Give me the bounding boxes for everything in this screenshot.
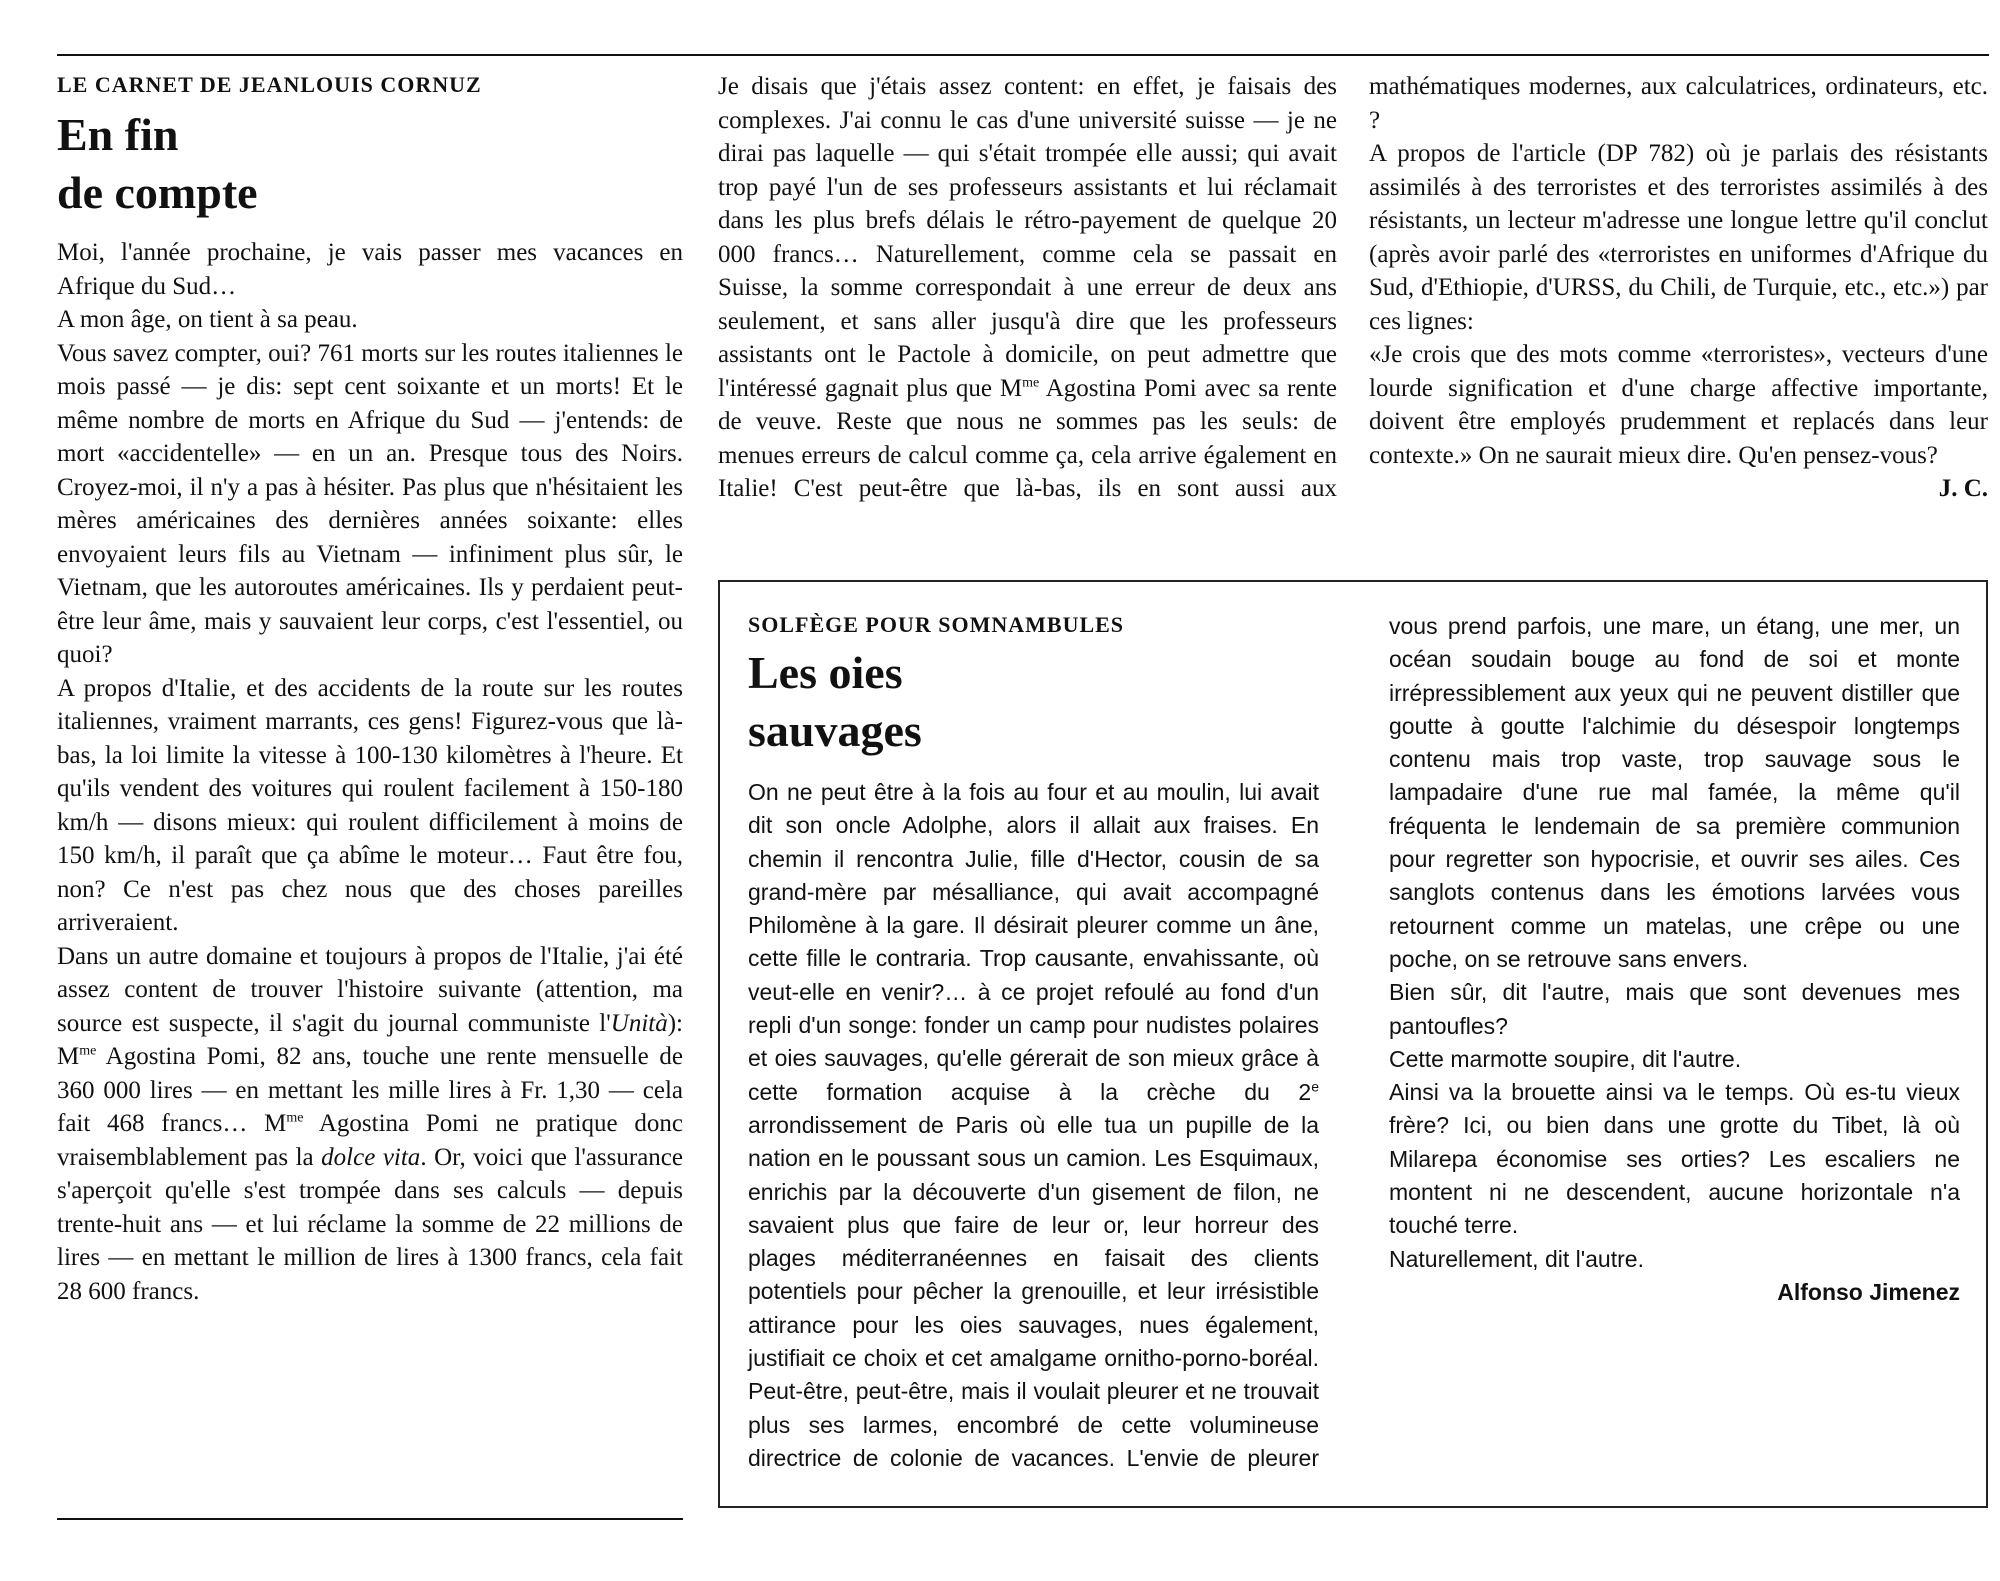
solfege-signature: Alfonso Jimenez — [1777, 1278, 1960, 1305]
carnet-column-1 — [57, 70, 683, 1510]
carnet-paragraph: A propos d'Italie, et des accidents de la route sur les routes italiennes, vraiment marrants, ces gens! Figurez-vous que là-bas, la loi limite la vitesse à 100-130 kilomètres à l'heure. Et qu'ils vendent des voitures qui roulent facilement à 150-180 km/h — disons mieux: qui roulent difficilement à moins de 150 km/h, il paraît que ça abîme le moteur… Faut être fou, non? Ce n'est pas chez nous que des choses pareilles arriveraient. — [57, 674, 683, 936]
solfege-paragraph: Naturellement, dit l'autre. — [1389, 1245, 1644, 1272]
carnet-paragraph: Vous savez compter, oui? 761 morts sur les routes italiennes le mois passé — je dis: sept cent soixante et un morts! Et le même nombre de morts en Afrique du Sud — j'entends: de mort «accidentelle» — en un an. Presque tous des Noirs. Croyez-moi, il n'y a pas à hésiter. Pas plus que n'hésitaient les mères américaines des dernières années soixante: elles envoyaient leurs fils au Vietnam — infiniment plus sûr, le Vietnam, que les autoroutes américaines. Ils y perdaient peut-être leur âme, mais y sauvaient leur corps, c'est l'essentiel, ou quoi? — [57, 339, 683, 668]
superscript: me — [79, 1043, 97, 1059]
carnet-title-line2: de compte — [57, 167, 258, 218]
carnet-signature: J. C. — [1938, 475, 1988, 502]
solfege-title — [748, 644, 1319, 760]
solfege-paragraph: Bien sûr, dit l'autre, mais que sont devenues mes pantoufles? — [1389, 979, 1960, 1039]
superscript: me — [1022, 375, 1040, 391]
carnet-paragraph: Moi, l'année prochaine, je vais passer mes vacances en Afrique du Sud… — [57, 239, 683, 300]
solfege-title-line2: sauvages — [748, 705, 922, 756]
text-run: . Or, voici que l'assurance s'aperçoit qu'elle s'est trompée dans ses calculs — depuis trente-huit ans — et lui réclame la somme de 22 millions de lires — en mettant le million de lires à 1300 francs, cela fait 28 600 francs. — [57, 1143, 683, 1305]
solfege-columns — [748, 610, 1960, 1490]
text-run: ): M — [57, 1009, 683, 1070]
carnet-title-line1: En fin — [57, 109, 179, 160]
text-run: Dans un autre domaine et toujours à propos de l'Italie, j'ai été assez content de trouver l'histoire suivante (attention, ma source est suspecte, il s'agit du journal communiste l' — [57, 942, 683, 1037]
solfege-paragraph: Cette marmotte soupire, dit l'autre. — [1389, 1045, 1742, 1072]
carnet-paragraph: A mon âge, on tient à sa peau. — [57, 306, 358, 333]
carnet-paragraph — [57, 940, 683, 1309]
carnet-paragraph: A propos de l'article (DP 782) où je parlais des résistants assimilés à des terroristes et des terroristes assimilés à des résistants, un lecteur m'adresse une longue lettre qu'il conclut (après avoir parlé des «terroristes en uniformes d'Afrique du Sud, d'Ethiopie, d'URSS, du Chili, de Turquie, etc., etc.») par ces lignes: — [1369, 140, 1988, 335]
italic-run: dolce vita — [321, 1143, 421, 1171]
top-rule — [57, 54, 1989, 56]
text-run: Agostina Pomi avec sa rente de veuve. Reste que nous ne sommes pas les seuls: de menues erreurs de calcul comme ça, cela arrive également en Italie! C'est peut-être que là-bas, ils en sont aussi aux mathématiques modernes, aux calculatrices, ordinateurs, etc. ? — [718, 73, 1988, 502]
carnet-column-2-3 — [718, 70, 1988, 540]
solfege-paragraph: Ainsi va la brouette ainsi va le temps. Où es-tu vieux frère? Ici, ou bien dans une grotte du Tibet, là où Milarepa économise ses orties? Les escaliers ne montent ni ne descendent, aucune horizontale n'a touché terre. — [1389, 1079, 1960, 1239]
solfege-title-line1: Les oies — [748, 647, 903, 698]
text-run: arrondissement de Paris où elle tua un pupille de la nation en le poussant sous un camion. Les Esquimaux, enrichis par la découverte d'un gisement de filon, ne savaient plus que faire de leur or, leur horreur des plages méditerranéennes en faisait des clients potentiels pour pêcher la grenouille, et leur irrésistible attirance pour les oies sauvages, nues également, justifiait ce choix et cet amalgame ornitho-porno-boréal. Peut-être, peut-être, mais il voulait pleurer et ne trouvait plus ses larmes, encombré de cette volumineuse directrice de colonie de vacances. L'envie de pleurer vous prend parfois, une mare, un étang, une mer, un océan soudain bouge au fond de soi et monte irrépressiblement aux yeux qui ne peuvent distiller que goutte à goutte l'alchimie du désespoir longtemps contenu mais trop vaste, trop sauvage sous le lampadaire d'une rue mal famée, la même qu'il fréquenta le lendemain de sa première communion pour regretter son hypocrisie, et ouvrir ses ailes. Ces sanglots contenus dans les émotions larvées vous retournent comme un matelas, une crêpe ou une poche, on se retrouve sans envers. — [748, 613, 1960, 1471]
carnet-title — [57, 106, 683, 222]
carnet-paragraph: «Je crois que des mots comme «terroristes», vecteurs d'une lourde signification et d'une charge affective importante, doivent être employés prudemment et replacés dans leur contexte.» On ne saurait mieux dire. Qu'en pensez-vous? — [1369, 341, 1988, 469]
text-run: Je disais que j'étais assez content: en effet, je faisais des complexes. J'ai connu le cas d'une université suisse — je ne dirai pas laquelle — qui s'était trompée elle aussi; qui avait trop payé l'un de ses professeurs assistants et lui réclamait dans les plus brefs délais le rétro-payement de quelque 20 000 francs… Naturellement, comme cela se passait en Suisse, la somme correspondait à une erreur de deux ans seulement, et sans aller jusqu'à dire que les professeurs assistants ont le Pactole à domicile, on peut admettre que l'intéressé gagnait plus que M — [718, 73, 1337, 402]
text-run: Agostina Pomi, 82 ans, touche une rente mensuelle de 360 000 lires — en mettant les mille lires à Fr. 1,30 — cela fait 468 francs… M — [57, 1043, 683, 1137]
bottom-rule-left — [57, 1518, 683, 1520]
superscript: e — [1311, 1078, 1319, 1095]
text-run: On ne peut être à la fois au four et au moulin, lui avait dit son oncle Adolphe, alors il allait aux fraises. En chemin il rencontra Julie, fille d'Hector, cousin de sa grand-mère par mésalliance, qui avait accompagné Philomène à la gare. Il désirait pleurer comme un âne, cette fille le contraria. Trop causante, envahissante, où veut-elle en venir?… à ce projet refoulé au fond d'un repli d'un songe: fonder un camp pour nudistes polaires et oies sauvages, qu'elle gérerait de son mieux grâce à cette formation acquise à la crèche du 2 — [748, 779, 1319, 1105]
carnet-kicker: LE CARNET DE JEANLOUIS CORNUZ — [57, 72, 482, 97]
italic-run: Unità — [610, 1009, 668, 1037]
solfege-kicker: SOLFÈGE POUR SOMNAMBULES — [748, 612, 1125, 637]
text-run: Agostina Pomi ne pratique donc vraisemblablement pas la — [57, 1110, 683, 1171]
superscript: me — [286, 1110, 304, 1126]
solfege-box — [718, 580, 1988, 1508]
